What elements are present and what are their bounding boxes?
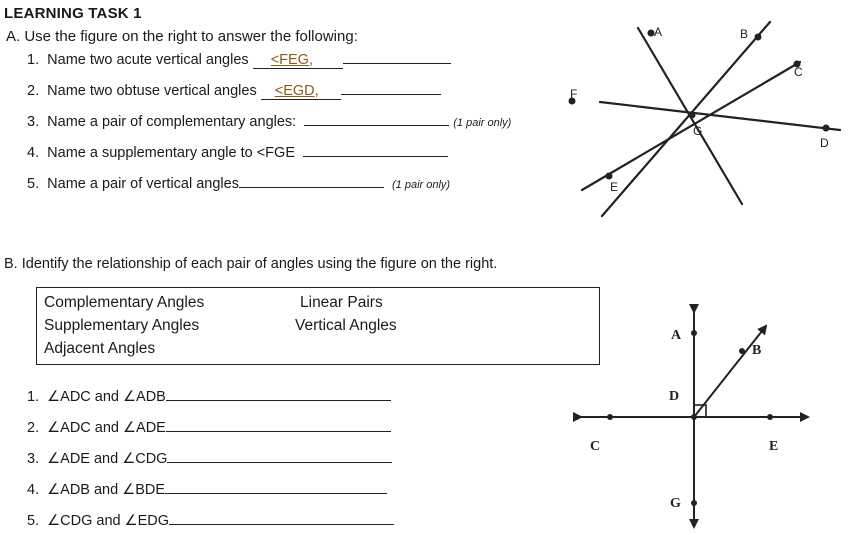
- label-f: F: [570, 87, 578, 101]
- question-number: 1.: [27, 389, 40, 405]
- pair-only-note: (1 pair only): [392, 179, 451, 191]
- answer-text: <EGD,: [274, 83, 319, 99]
- label-c: C: [590, 439, 601, 454]
- question-text: ∠ADC and ∠ADB: [47, 389, 166, 405]
- label-g: G: [693, 124, 703, 138]
- label-b: B: [740, 27, 749, 41]
- part-a-instruction: A. Use the figure on the right to answer the following:: [6, 28, 358, 45]
- question-text: ∠ADC and ∠ADE: [47, 420, 166, 436]
- question-number: 2.: [27, 420, 40, 436]
- choice-supplementary: Supplementary Angles: [44, 317, 200, 334]
- point-c: [607, 414, 613, 420]
- label-c: C: [794, 65, 803, 79]
- label-d: D: [820, 136, 829, 150]
- question-number: 1.: [27, 52, 40, 68]
- question-text: Name a supplementary angle to <FGE: [47, 145, 295, 161]
- question-text: Name a pair of vertical angles: [47, 176, 239, 192]
- point-b: [739, 348, 745, 354]
- question-text: ∠ADE and ∠CDG: [47, 451, 168, 467]
- label-a: A: [671, 328, 682, 343]
- question-number: 5.: [27, 513, 40, 529]
- task-title: LEARNING TASK 1: [4, 5, 142, 22]
- label-e: E: [769, 439, 779, 454]
- pair-only-note: (1 pair only): [453, 117, 512, 129]
- ray-db: [694, 326, 766, 417]
- question-number: 5.: [27, 176, 40, 192]
- question-number: 2.: [27, 83, 40, 99]
- point-a: [691, 330, 697, 336]
- question-number: 4.: [27, 145, 40, 161]
- label-g: G: [670, 496, 681, 511]
- label-e: E: [610, 180, 619, 194]
- question-text: ∠ADB and ∠BDE: [47, 482, 166, 498]
- choice-vertical: Vertical Angles: [295, 317, 397, 334]
- part-b-instruction: B. Identify the relationship of each pair of angles using the figure on the right.: [4, 256, 498, 272]
- choice-complementary: Complementary Angles: [44, 294, 205, 311]
- point-g: [691, 500, 697, 506]
- label-a: A: [654, 25, 663, 39]
- question-text: Name a pair of complementary angles:: [47, 114, 297, 130]
- question-text: Name two obtuse vertical angles: [47, 83, 257, 99]
- label-b: B: [752, 343, 762, 358]
- label-d: D: [669, 389, 680, 404]
- question-number: 4.: [27, 482, 40, 498]
- choice-adjacent: Adjacent Angles: [44, 340, 156, 357]
- question-text: ∠CDG and ∠EDG: [47, 513, 170, 529]
- point-e: [767, 414, 773, 420]
- question-number: 3.: [27, 451, 40, 467]
- choice-linear-pairs: Linear Pairs: [300, 294, 383, 311]
- point-d: [691, 414, 697, 420]
- question-number: 3.: [27, 114, 40, 130]
- answer-text: <FEG,: [270, 52, 313, 68]
- question-text: Name two acute vertical angles: [47, 52, 249, 68]
